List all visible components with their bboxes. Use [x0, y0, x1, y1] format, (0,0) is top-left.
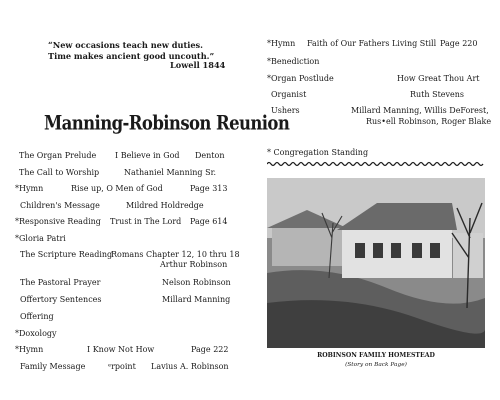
wavy-divider [267, 160, 485, 168]
row-item: Offering [20, 312, 54, 321]
row-extra: Page 313 [190, 184, 228, 193]
row-detail: Ruth Stevens [410, 90, 465, 99]
row-detail: Nelson Robinson [162, 278, 231, 287]
row-extra: Denton [195, 151, 225, 160]
row-item: The Organ Prelude [19, 151, 97, 160]
row-item: *Hymn [15, 345, 44, 354]
row-item: Children's Message [20, 201, 100, 210]
row-item: *Responsive Reading [15, 217, 101, 226]
row-item: *Organ Postlude [267, 74, 334, 83]
row-item: Family Message [20, 362, 86, 371]
row-detail: Faith of Our Fathers Living Still [307, 39, 437, 48]
row-item: The Pastoral Prayer [20, 278, 101, 287]
row-detail: Millard Manning [162, 295, 231, 304]
row-detail: Millard Manning, Willis DeForest, [351, 106, 489, 115]
row-detail: How Great Thou Art [397, 74, 480, 83]
row-item: Ushers [271, 106, 300, 115]
row-extra: Arthur Robinson [160, 260, 228, 269]
row-detail: ᵉrpoint [108, 362, 136, 371]
row-extra: Page 614 [190, 217, 228, 226]
quote-attribution: Lowell 1844 [170, 60, 226, 70]
row-detail: Trust in The Lord [110, 217, 182, 226]
quote-line-2: Time makes ancient good uncouth.” [48, 51, 215, 61]
row-detail: I Know Not How [87, 345, 155, 354]
row-item: *Hymn [15, 184, 44, 193]
row-item: *Hymn [267, 39, 296, 48]
photo-note: (Story on Back Page) [345, 362, 407, 368]
row-extra: Page 220 [440, 39, 478, 48]
congregation-note: * Congregation Standing [267, 148, 369, 157]
row-extra: Page 222 [191, 345, 229, 354]
row-detail: Rise up, O Men of God [71, 184, 163, 193]
row-item: *Benediction [267, 57, 320, 66]
program-title: Manning-Robinson Reunion [44, 112, 290, 135]
row-detail: Rus•ell Robinson, Roger Blake [366, 117, 492, 126]
homestead-photo [267, 178, 485, 348]
row-detail: Romans Chapter 12, 10 thru 18 [111, 250, 240, 259]
photo-caption: ROBINSON FAMILY HOMESTEAD [317, 352, 435, 359]
row-detail: Mildred Holdredge [126, 201, 204, 210]
row-item: Offertory Sentences [20, 295, 102, 304]
row-item: The Scripture Reading [20, 250, 113, 259]
row-detail: I Believe in God [115, 151, 180, 160]
row-item: Organist [271, 90, 307, 99]
row-item: *Doxology [15, 329, 57, 338]
quote-line-1: “New occasions teach new duties. [48, 40, 204, 50]
row-item: The Call to Worship [19, 168, 100, 177]
row-item: *Gloria Patri [15, 234, 66, 243]
row-detail: Nathaniel Manning Sr. [124, 168, 217, 177]
epigraph-quote [48, 40, 215, 62]
row-extra: Lavius A. Robinson [151, 362, 229, 371]
